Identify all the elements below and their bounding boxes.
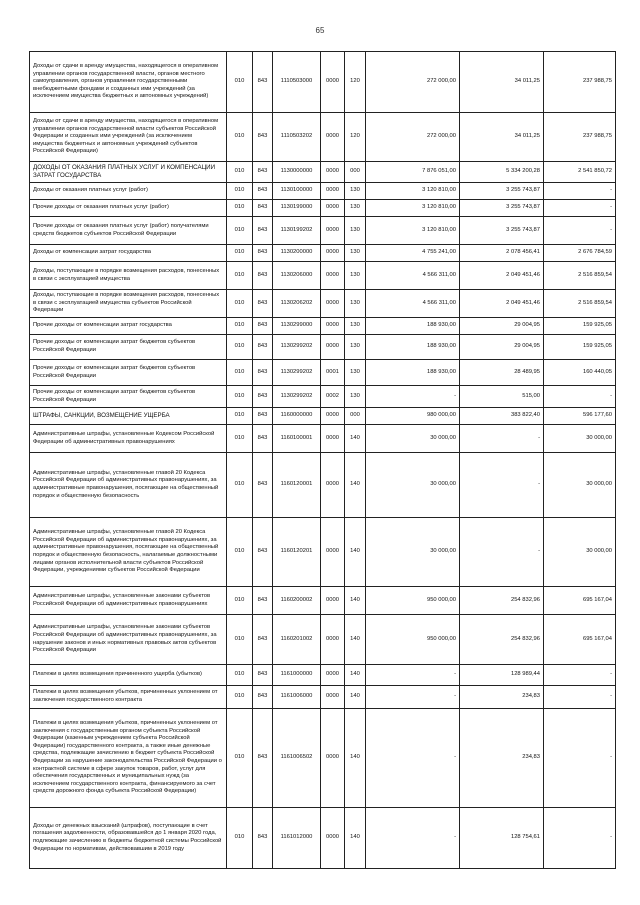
table-row <box>30 686 616 709</box>
admin-code: 010 <box>227 587 253 615</box>
classification-code: 120 <box>345 52 366 113</box>
row-description: Административные штрафы, установленные главой 20 Кодекса Российской Федерации об административных правонарушениях, за административные правонарушения, посягающие на общественный порядок и общественную безопасность, налагаемые должностными лицами органов исполнительной власти субъектов Российской Федерации, учреждениями субъектов Российской Федерации <box>30 518 227 587</box>
revenue-code: 1130200000 <box>273 245 321 262</box>
chapter-code: 843 <box>253 52 273 113</box>
actual-amount: 128 754,61 <box>460 808 544 869</box>
chapter-code: 843 <box>253 318 273 335</box>
classification-code: 140 <box>345 425 366 453</box>
classification-code: 140 <box>345 709 366 808</box>
admin-code: 010 <box>227 408 253 425</box>
row-description: Доходы от денежных взысканий (штрафов), поступающие в счет погашения задолженности, образовавшейся до 1 января 2020 года, подлежащие зачислению в бюджеты бюджетной системы Российской Федерации по нормативам, действовавшим в 2019 году <box>30 808 227 869</box>
planned-amount: 7 876 051,00 <box>366 162 460 183</box>
remainder-amount: - <box>544 386 616 408</box>
actual-amount: 5 334 200,28 <box>460 162 544 183</box>
planned-amount: 950 000,00 <box>366 615 460 665</box>
table-row <box>30 217 616 245</box>
admin-code: 010 <box>227 453 253 518</box>
revenue-code: 1160201002 <box>273 615 321 665</box>
admin-code: 010 <box>227 808 253 869</box>
table-row <box>30 615 616 665</box>
revenue-code: 1130100000 <box>273 183 321 200</box>
subtype-code: 0000 <box>321 808 345 869</box>
remainder-amount: 695 167,04 <box>544 587 616 615</box>
admin-code: 010 <box>227 386 253 408</box>
admin-code: 010 <box>227 262 253 290</box>
subtype-code: 0000 <box>321 335 345 360</box>
admin-code: 010 <box>227 245 253 262</box>
remainder-amount: 160 440,05 <box>544 360 616 386</box>
revenue-code: 1130206000 <box>273 262 321 290</box>
planned-amount: - <box>366 386 460 408</box>
revenue-code: 1130199000 <box>273 200 321 217</box>
table-row <box>30 386 616 408</box>
table-row <box>30 453 616 518</box>
row-description: Административные штрафы, установленные главой 20 Кодекса Российской Федерации об административных правонарушениях, за административные правонарушения, посягающие на общественный порядок и общественную безопасность <box>30 453 227 518</box>
table-row <box>30 200 616 217</box>
row-description: Прочие доходы от компенсации затрат бюджетов субъектов Российской Федерации <box>30 386 227 408</box>
planned-amount: - <box>366 686 460 709</box>
row-description: Прочие доходы от компенсации затрат бюджетов субъектов Российской Федерации <box>30 335 227 360</box>
actual-amount: 383 822,40 <box>460 408 544 425</box>
chapter-code: 843 <box>253 162 273 183</box>
revenue-code: 1161006000 <box>273 686 321 709</box>
classification-code: 130 <box>345 360 366 386</box>
chapter-code: 843 <box>253 518 273 587</box>
admin-code: 010 <box>227 709 253 808</box>
revenue-code: 1130299202 <box>273 360 321 386</box>
subtype-code: 0000 <box>321 217 345 245</box>
remainder-amount: 30 000,00 <box>544 518 616 587</box>
page-number: 65 <box>315 26 325 35</box>
remainder-amount: - <box>544 686 616 709</box>
chapter-code: 843 <box>253 113 273 162</box>
admin-code: 010 <box>227 518 253 587</box>
table-row <box>30 587 616 615</box>
remainder-amount: - <box>544 665 616 686</box>
row-description: Прочие доходы от компенсации затрат государства <box>30 318 227 335</box>
chapter-code: 843 <box>253 686 273 709</box>
remainder-amount: 2 516 859,54 <box>544 290 616 318</box>
table-row <box>30 425 616 453</box>
chapter-code: 843 <box>253 408 273 425</box>
planned-amount: 3 120 810,00 <box>366 217 460 245</box>
chapter-code: 843 <box>253 587 273 615</box>
admin-code: 010 <box>227 183 253 200</box>
revenue-code: 1161006502 <box>273 709 321 808</box>
remainder-amount: - <box>544 808 616 869</box>
revenue-code: 1130000000 <box>273 162 321 183</box>
actual-amount: 254 832,96 <box>460 587 544 615</box>
chapter-code: 843 <box>253 425 273 453</box>
revenue-code: 1130206202 <box>273 290 321 318</box>
remainder-amount: 237 988,75 <box>544 113 616 162</box>
classification-code: 130 <box>345 335 366 360</box>
planned-amount: - <box>366 808 460 869</box>
table-row <box>30 808 616 869</box>
admin-code: 010 <box>227 686 253 709</box>
table-row <box>30 518 616 587</box>
actual-amount: 234,83 <box>460 686 544 709</box>
remainder-amount: 695 167,04 <box>544 615 616 665</box>
row-description: Административные штрафы, установленные законами субъектов Российской Федерации об административных правонарушениях <box>30 587 227 615</box>
classification-code: 140 <box>345 615 366 665</box>
classification-code: 130 <box>345 386 366 408</box>
classification-code: 130 <box>345 183 366 200</box>
subtype-code: 0000 <box>321 615 345 665</box>
revenue-code: 1160200002 <box>273 587 321 615</box>
remainder-amount: 237 988,75 <box>544 52 616 113</box>
admin-code: 010 <box>227 200 253 217</box>
row-description: Доходы от оказания платных услуг (работ) <box>30 183 227 200</box>
table-row <box>30 262 616 290</box>
table-row <box>30 360 616 386</box>
revenue-table <box>29 51 616 869</box>
remainder-amount: 159 925,05 <box>544 335 616 360</box>
row-description: Платежи в целях возмещения убытков, причиненных уклонением от заключения государственного контракта <box>30 686 227 709</box>
admin-code: 010 <box>227 335 253 360</box>
row-description: Административные штрафы, установленные законами субъектов Российской Федерации об административных правонарушениях, за нарушение законов и иных нормативных правовых актов субъектов Российской Федерации <box>30 615 227 665</box>
subtype-code: 0000 <box>321 408 345 425</box>
actual-amount: 29 004,95 <box>460 318 544 335</box>
planned-amount: 272 000,00 <box>366 113 460 162</box>
actual-amount: - <box>460 453 544 518</box>
table-row <box>30 52 616 113</box>
classification-code: 130 <box>345 245 366 262</box>
classification-code: 140 <box>345 665 366 686</box>
remainder-amount: 159 925,05 <box>544 318 616 335</box>
planned-amount: 188 930,00 <box>366 335 460 360</box>
revenue-code: 1160120001 <box>273 453 321 518</box>
classification-code: 120 <box>345 113 366 162</box>
row-description: Административные штрафы, установленные Кодексом Российской Федерации об административных правонарушениях <box>30 425 227 453</box>
remainder-amount: 2 676 784,59 <box>544 245 616 262</box>
planned-amount: - <box>366 709 460 808</box>
table-row <box>30 245 616 262</box>
row-description: Платежи в целях возмещения убытков, причиненных уклонением от заключения с государственным органом субъекта Российской Федерации (казенным учреждением субъекта Российской Федерации) государственного контракта, а также иные денежные средства, подлежащие зачислению в бюджет субъекта Российской Федерации за нарушение законодательства Российской Федерации о контрактной системе в сфере закупок товаров, работ, услуг для обеспечения государственных и муниципальных нужд (за исключением государственного контракта, финансируемого за счет средств дорожного фонда субъекта Российской Федерации) <box>30 709 227 808</box>
revenue-code: 1130199202 <box>273 217 321 245</box>
actual-amount: 128 989,44 <box>460 665 544 686</box>
revenue-code: 1110503202 <box>273 113 321 162</box>
table-row <box>30 408 616 425</box>
revenue-code: 1161012000 <box>273 808 321 869</box>
row-description: Доходы от сдачи в аренду имущества, находящегося в оперативном управлении органов государственной власти субъектов Российской Федерации и созданных ими учреждений (за исключением имущества бюджетных и автономных учреждений субъектов Российской Федерации) <box>30 113 227 162</box>
table-row <box>30 335 616 360</box>
planned-amount: 3 120 810,00 <box>366 200 460 217</box>
chapter-code: 843 <box>253 615 273 665</box>
subtype-code: 0000 <box>321 587 345 615</box>
admin-code: 010 <box>227 615 253 665</box>
remainder-amount: - <box>544 217 616 245</box>
actual-amount: 3 255 743,87 <box>460 200 544 217</box>
chapter-code: 843 <box>253 453 273 518</box>
classification-code: 130 <box>345 290 366 318</box>
subtype-code: 0000 <box>321 686 345 709</box>
admin-code: 010 <box>227 217 253 245</box>
planned-amount: 980 000,00 <box>366 408 460 425</box>
remainder-amount: 2 516 859,54 <box>544 262 616 290</box>
chapter-code: 843 <box>253 709 273 808</box>
subtype-code: 0000 <box>321 453 345 518</box>
actual-amount: 2 049 451,46 <box>460 290 544 318</box>
planned-amount: 950 000,00 <box>366 587 460 615</box>
planned-amount: 30 000,00 <box>366 453 460 518</box>
table-row <box>30 183 616 200</box>
subtype-code: 0000 <box>321 518 345 587</box>
chapter-code: 843 <box>253 808 273 869</box>
actual-amount: 34 011,25 <box>460 52 544 113</box>
table-row <box>30 709 616 808</box>
classification-code: 140 <box>345 686 366 709</box>
chapter-code: 843 <box>253 183 273 200</box>
actual-amount: 3 255 743,87 <box>460 183 544 200</box>
row-description: ШТРАФЫ, САНКЦИИ, ВОЗМЕЩЕНИЕ УЩЕРБА <box>30 408 227 425</box>
chapter-code: 843 <box>253 217 273 245</box>
subtype-code: 0000 <box>321 245 345 262</box>
subtype-code: 0002 <box>321 386 345 408</box>
admin-code: 010 <box>227 290 253 318</box>
chapter-code: 843 <box>253 335 273 360</box>
classification-code: 000 <box>345 408 366 425</box>
admin-code: 010 <box>227 113 253 162</box>
row-description: Доходы от сдачи в аренду имущества, находящегося в оперативном управлении органов государственной власти, органов местного самоуправления, органов управления государственными внебюджетными фондами и созданных ими учреждений (за исключением имущества бюджетных и автономных учреждений) <box>30 52 227 113</box>
remainder-amount: - <box>544 200 616 217</box>
revenue-code: 1161000000 <box>273 665 321 686</box>
planned-amount: 3 120 810,00 <box>366 183 460 200</box>
revenue-code: 1110503000 <box>273 52 321 113</box>
revenue-code: 1130299202 <box>273 335 321 360</box>
actual-amount: 2 078 456,41 <box>460 245 544 262</box>
subtype-code: 0000 <box>321 665 345 686</box>
actual-amount: 515,00 <box>460 386 544 408</box>
classification-code: 130 <box>345 217 366 245</box>
row-description: Доходы, поступающие в порядке возмещения расходов, понесенных в связи с эксплуатацией имущества субъектов Российской Федерации <box>30 290 227 318</box>
remainder-amount: 30 000,00 <box>544 425 616 453</box>
planned-amount: 188 930,00 <box>366 318 460 335</box>
table-row <box>30 665 616 686</box>
planned-amount: 188 930,00 <box>366 360 460 386</box>
actual-amount: 3 255 743,87 <box>460 217 544 245</box>
classification-code: 130 <box>345 262 366 290</box>
admin-code: 010 <box>227 425 253 453</box>
remainder-amount: 2 541 850,72 <box>544 162 616 183</box>
row-description: Прочие доходы от оказания платных услуг (работ) <box>30 200 227 217</box>
subtype-code: 0000 <box>321 200 345 217</box>
actual-amount: - <box>460 518 544 587</box>
planned-amount: 4 755 241,00 <box>366 245 460 262</box>
subtype-code: 0000 <box>321 113 345 162</box>
planned-amount: 4 566 311,00 <box>366 290 460 318</box>
subtype-code: 0000 <box>321 290 345 318</box>
row-description: Платежи в целях возмещения причиненного ущерба (убытков) <box>30 665 227 686</box>
table-row <box>30 290 616 318</box>
actual-amount: 234,83 <box>460 709 544 808</box>
row-description: Доходы, поступающие в порядке возмещения расходов, понесенных в связи с эксплуатацией имущества <box>30 262 227 290</box>
classification-code: 140 <box>345 808 366 869</box>
actual-amount: 29 004,95 <box>460 335 544 360</box>
actual-amount: 254 832,96 <box>460 615 544 665</box>
chapter-code: 843 <box>253 665 273 686</box>
actual-amount: 28 489,95 <box>460 360 544 386</box>
chapter-code: 843 <box>253 386 273 408</box>
planned-amount: 272 000,00 <box>366 52 460 113</box>
revenue-code: 1160120201 <box>273 518 321 587</box>
admin-code: 010 <box>227 318 253 335</box>
revenue-code: 1160100001 <box>273 425 321 453</box>
table-body <box>30 52 616 869</box>
chapter-code: 843 <box>253 245 273 262</box>
actual-amount: 2 049 451,46 <box>460 262 544 290</box>
classification-code: 140 <box>345 518 366 587</box>
subtype-code: 0000 <box>321 183 345 200</box>
subtype-code: 0000 <box>321 318 345 335</box>
revenue-code: 1130299202 <box>273 386 321 408</box>
planned-amount: 30 000,00 <box>366 518 460 587</box>
classification-code: 140 <box>345 587 366 615</box>
planned-amount: 30 000,00 <box>366 425 460 453</box>
subtype-code: 0000 <box>321 262 345 290</box>
subtype-code: 0001 <box>321 360 345 386</box>
subtype-code: 0000 <box>321 162 345 183</box>
classification-code: 000 <box>345 162 366 183</box>
remainder-amount: - <box>544 183 616 200</box>
admin-code: 010 <box>227 360 253 386</box>
classification-code: 140 <box>345 453 366 518</box>
remainder-amount: 596 177,60 <box>544 408 616 425</box>
actual-amount: - <box>460 425 544 453</box>
revenue-code: 1130299000 <box>273 318 321 335</box>
table-row <box>30 162 616 183</box>
remainder-amount: 30 000,00 <box>544 453 616 518</box>
chapter-code: 843 <box>253 200 273 217</box>
chapter-code: 843 <box>253 360 273 386</box>
classification-code: 130 <box>345 318 366 335</box>
subtype-code: 0000 <box>321 52 345 113</box>
row-description: ДОХОДЫ ОТ ОКАЗАНИЯ ПЛАТНЫХ УСЛУГ И КОМПЕНСАЦИИ ЗАТРАТ ГОСУДАРСТВА <box>30 162 227 183</box>
admin-code: 010 <box>227 52 253 113</box>
subtype-code: 0000 <box>321 709 345 808</box>
actual-amount: 34 011,25 <box>460 113 544 162</box>
remainder-amount: - <box>544 709 616 808</box>
row-description: Прочие доходы от компенсации затрат бюджетов субъектов Российской Федерации <box>30 360 227 386</box>
subtype-code: 0000 <box>321 425 345 453</box>
table-row <box>30 318 616 335</box>
row-description: Доходы от компенсации затрат государства <box>30 245 227 262</box>
chapter-code: 843 <box>253 262 273 290</box>
row-description: Прочие доходы от оказания платных услуг (работ) получателями средств бюджетов субъектов Российской Федерации <box>30 217 227 245</box>
planned-amount: 4 566 311,00 <box>366 262 460 290</box>
admin-code: 010 <box>227 162 253 183</box>
planned-amount: - <box>366 665 460 686</box>
classification-code: 130 <box>345 200 366 217</box>
admin-code: 010 <box>227 665 253 686</box>
table-row <box>30 113 616 162</box>
chapter-code: 843 <box>253 290 273 318</box>
revenue-code: 1160000000 <box>273 408 321 425</box>
